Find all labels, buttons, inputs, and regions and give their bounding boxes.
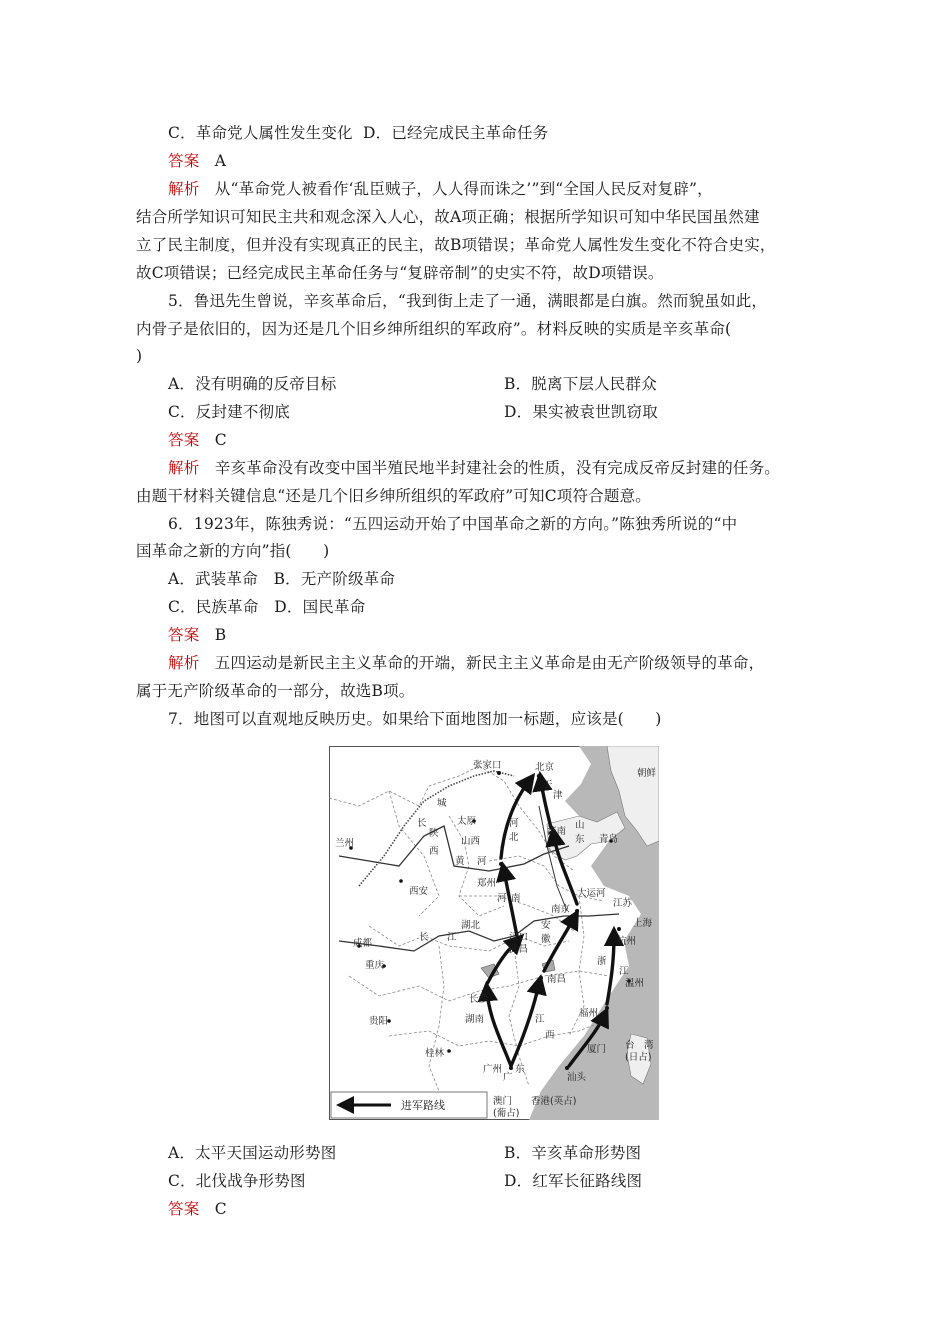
label-macau-portugal: (葡占) [493,1108,520,1119]
label-taiwan: 台 湾 [625,1040,654,1051]
label-zhejiang-2: 江 [619,966,629,977]
q5-analysis-line-1 [168,458,780,478]
label-shanghai: 上海 [633,918,653,929]
analysis-label: 解析 [168,654,200,672]
label-shandong-2: 东 [575,834,585,845]
q5-stem-line-1: 5．鲁迅先生曾说，辛亥革命后，“我到街上走了一通，满眼都是白旗。然而貌虽如此， [168,292,768,310]
answer-value: A [214,152,227,170]
label-xiamen: 厦门 [587,1044,607,1055]
label-henan-1: 河 [497,893,507,904]
analysis-label: 解析 [168,459,200,477]
q4-analysis-line-3: 立了民主制度，但并没有实现真正的民主，故B项错误；革命党人属性发生变化不符合史实， [136,236,776,254]
q5-stem-line-2: 内骨子是依旧的，因为还是几个旧乡绅所组织的军政府”。材料反映的实质是辛亥革命( [136,320,732,338]
q6-options-ab: A．武装革命 B．无产阶级革命 [168,570,396,588]
label-jiangxi-2: 西 [545,1030,555,1041]
label-macau: 澳门 [493,1096,513,1107]
label-beijing: 北京 [535,762,555,773]
label-henan-2: 南 [511,893,521,904]
analysis-text: 五四运动是新民主主义革命的开端，新民主主义革命是由无产阶级领导的革命， [214,654,765,672]
answer-value: C [214,1200,227,1218]
answer-value: B [214,626,227,644]
q5-option-d: D．果实被袁世凯窃取 [504,403,658,421]
q7-option-a: A．太平天国运动形势图 [168,1144,337,1162]
q5-option-b: B．脱离下层人民群众 [504,375,657,393]
q6-stem-line-1: 6．1923年，陈独秀说：“五四运动开始了中国革命之新的方向。”陈独秀所说的“中 [168,515,738,533]
q7-option-d: D．红军长征路线图 [504,1172,643,1190]
label-jinan: 济南 [547,826,567,837]
analysis-text: 辛亥革命没有改变中国半殖民地半封建社会的性质，没有完成反帝反封建的任务。 [214,459,780,477]
answer-label: 答案 [168,626,200,644]
q7-stem: 7．地图可以直观地反映历史。如果给下面地图加一标题，应该是( ) [168,710,662,728]
q5-stem-line-3: ) [136,347,143,365]
label-anhui-1: 安 [541,920,551,931]
q4-option-c: C．革命党人属性发生变化 [168,124,353,142]
q6-options-cd: C．民族革命 D．国民革命 [168,598,366,616]
map-legend [331,1092,487,1118]
q4-analysis-line-2: 结合所学知识可知民主共和观念深入人心，故A项正确；根据所学知识可知中华民国虽然建 [136,208,760,226]
q7-option-b: B．辛亥革命形势图 [504,1144,642,1162]
label-zhejiang-1: 浙 [597,956,607,967]
answer-value: C [214,431,227,449]
q5-option-c: C．反封建不彻底 [168,403,290,421]
q7-option-c: C．北伐战争形势图 [168,1172,306,1190]
label-lanzhou: 兰州 [335,838,355,849]
label-guangzhou: 广州 [483,1064,503,1075]
northern-expedition-map [329,746,659,1120]
label-yangtze-2: 江 [447,932,457,943]
q4-option-d: D．已经完成民主革命任务 [363,124,549,142]
q4-options-cd [168,123,548,143]
label-zhengzhou: 郑州 [477,878,497,889]
label-nanjing: 南京 [551,904,571,915]
label-tianjin-1: 天 [543,780,553,791]
analysis-label: 解析 [168,180,200,198]
q7-answer [168,1199,227,1219]
label-tianjin-2: 津 [553,790,563,801]
q6-analysis-line-1 [168,653,764,673]
label-hongkong: 香港(英占) [531,1096,577,1107]
label-zhangjiakou: 张家口 [473,760,502,771]
legend-label: 进军路线 [401,1099,445,1112]
label-changsha: 长沙 [469,994,489,1005]
label-taiyuan: 太原 [457,816,477,827]
label-yangtze-1: 长 [419,932,429,943]
label-shaanxi-2: 西 [429,846,439,857]
q4-answer [168,151,226,171]
label-hunan: 湖南 [465,1014,485,1025]
answer-label: 答案 [168,152,200,170]
q6-analysis-line-2: 属于无产阶级革命的一部分，故选B项。 [136,682,415,700]
label-great-wall-2: 城 [437,798,447,809]
label-yellow-river-1: 黄 [455,856,465,867]
label-great-wall-1: 长 [417,818,427,829]
label-yellow-river-2: 河 [477,856,487,867]
q5-option-a: A．没有明确的反帝目标 [168,375,337,393]
label-wuchang: 武昌 [509,944,529,955]
answer-label: 答案 [168,1200,200,1218]
label-grand-canal: 大运河 [577,888,606,899]
q5-analysis-line-2: 由题干材料关键信息“还是几个旧乡绅所组织的军政府”可知C项符合题意。 [136,487,652,505]
label-hebei-2: 北 [509,832,519,843]
label-chengdu: 成都 [353,938,373,949]
q6-stem-line-2: 国革命之新的方向”指( ) [136,542,330,560]
q5-answer [168,430,227,450]
label-shantou: 汕头 [567,1072,587,1083]
label-guangdong-1: 广 [503,1072,513,1083]
label-nanchang: 南昌 [547,974,567,985]
analysis-text: 从“革命党人被看作‘乱臣贼子，人人得而诛之’”到“全国人民反对复辟”， [214,180,713,198]
q4-analysis-line-4: 故C项错误；已经完成民主革命任务与“复辟帝制”的史实不符，故D项错误。 [136,264,664,282]
label-guilin: 桂林 [425,1048,445,1059]
answer-label: 答案 [168,431,200,449]
q6-answer [168,625,226,645]
label-hankou: 汉口 [509,932,529,943]
label-chaoxian: 朝鲜 [637,768,657,779]
label-hubei: 湖北 [461,920,481,931]
label-wenzhou: 温州 [625,978,645,989]
label-shanxi: 山西 [461,836,481,847]
label-taiwan-japan: (日占) [625,1052,652,1063]
label-guangdong-2: 东 [515,1064,525,1075]
label-qingdao: 青岛 [599,834,619,845]
q4-analysis-line-1 [168,179,713,199]
label-jiangxi-1: 江 [535,1014,545,1025]
label-xian: 西安 [409,886,429,897]
label-chongqing: 重庆 [365,960,385,971]
label-guiyang: 贵阳 [369,1016,389,1027]
label-jiangsu: 江苏 [613,898,633,909]
label-hebei-1: 河 [509,818,519,829]
label-hangzhou: 杭州 [617,936,637,947]
label-shandong-1: 山 [575,820,585,831]
label-anhui-2: 徽 [541,934,551,945]
label-shaanxi-1: 陕 [429,828,439,839]
label-fuzhou: 福州 [579,1008,599,1019]
